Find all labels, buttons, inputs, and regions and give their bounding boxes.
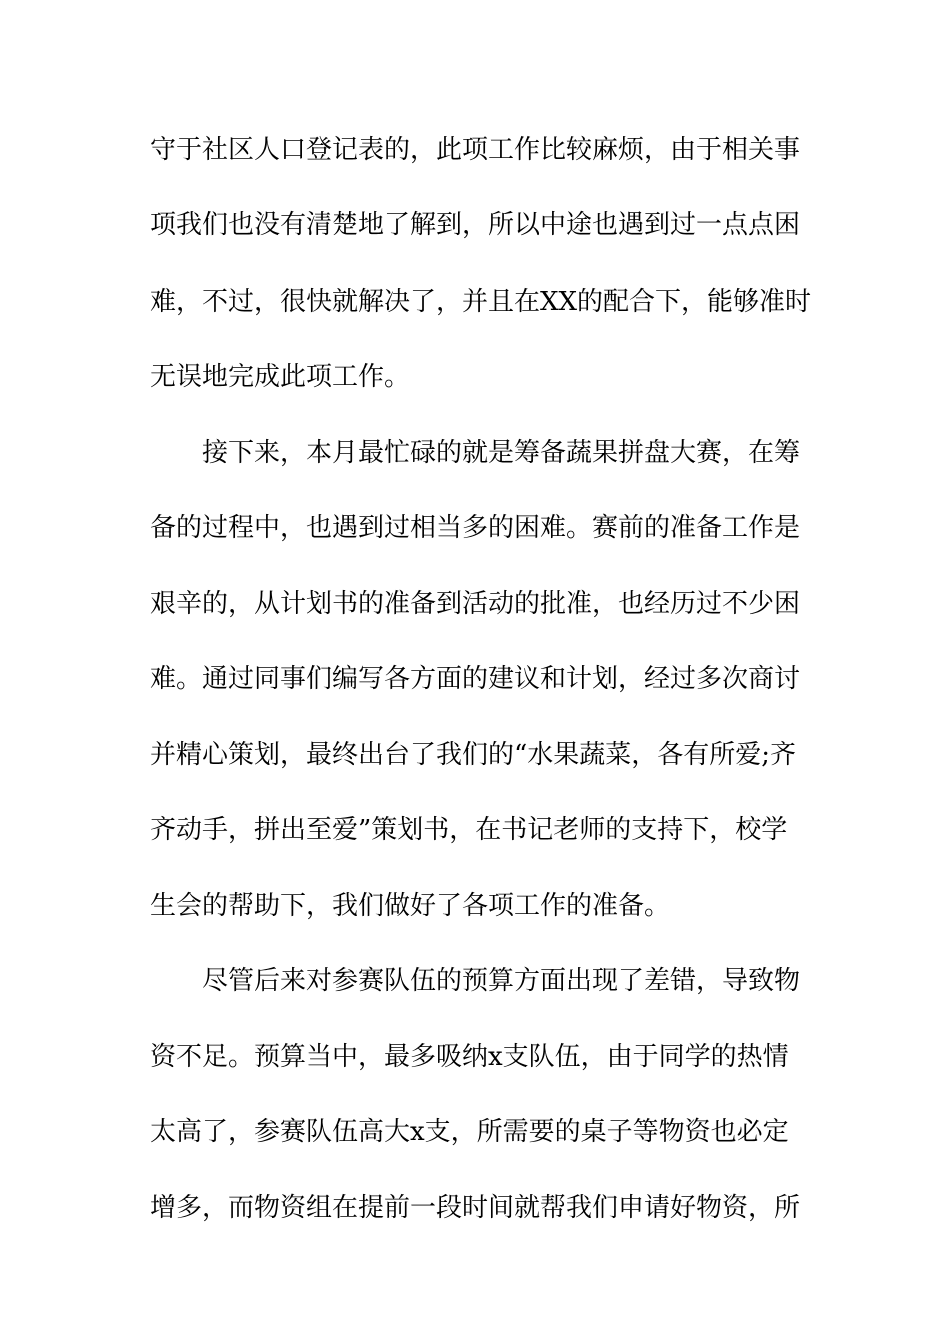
text-line: 增多，而物资组在提前一段时间就帮我们申请好物资，所 [150, 1193, 801, 1223]
text-line: 备的过程中，也遇到过相当多的困难。赛前的准备工作是 [150, 513, 801, 543]
text-line: 尽管后来对参赛队伍的预算方面出现了差错，导致物 [202, 966, 801, 996]
text-line: 难。通过同事们编写各方面的建议和计划，经过多次商讨 [150, 664, 801, 694]
text-line: 太高了，参赛队伍高大x支，所需要的桌子等物资也必定 [150, 1117, 789, 1147]
text-line: 生会的帮助下，我们做好了各项工作的准备。 [150, 891, 671, 921]
text-line: 艰辛的，从计划书的准备到活动的批准，也经历过不少困 [150, 589, 801, 619]
text-line: 并精心策划，最终出台了我们的“水果蔬菜，各有所爱;齐 [150, 740, 797, 770]
text-line: 接下来，本月最忙碌的就是筹备蔬果拼盘大赛，在筹 [202, 438, 801, 468]
text-line: 守于社区人口登记表的，此项工作比较麻烦，由于相关事 [150, 135, 801, 165]
text-line: 难，不过，很快就解决了，并且在XX的配合下，能够准时 [150, 287, 812, 317]
text-line: 齐动手，拼出至爱”策划书，在书记老师的支持下，校学 [150, 815, 788, 845]
text-line: 资不足。预算当中，最多吸纳x支队伍，由于同学的热情 [150, 1042, 789, 1072]
text-line: 无误地完成此项工作。 [150, 362, 411, 392]
text-line: 项我们也没有清楚地了解到，所以中途也遇到过一点点困 [150, 210, 801, 240]
